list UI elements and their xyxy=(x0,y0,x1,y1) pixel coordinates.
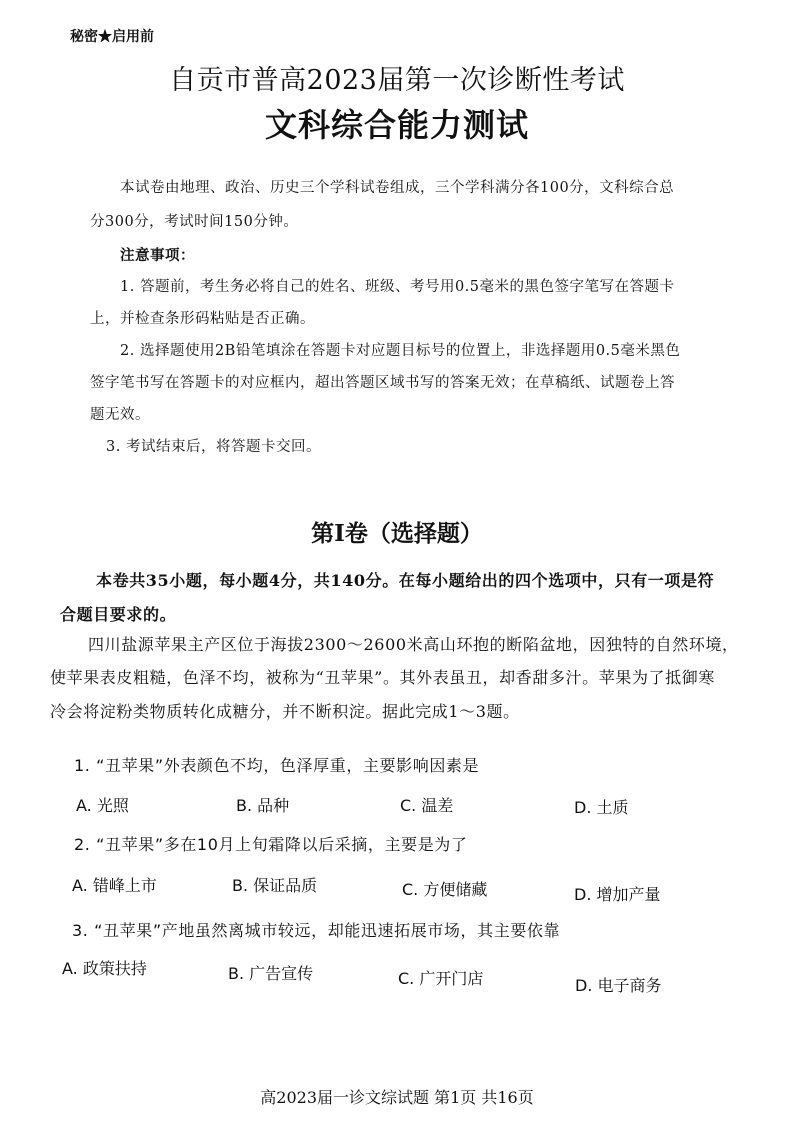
question-1-option-a: A. 光照 xyxy=(76,796,129,815)
question-3-stem: 3. “丑苹果”产地虽然离城市较远，却能迅速拓展市场，其主要依靠 xyxy=(72,921,561,940)
section-title: 第Ⅰ卷（选择题） xyxy=(311,520,483,547)
intro-line-2: 分300分，考试时间150分钟。 xyxy=(90,214,299,230)
exam-title: 自贡市普高2023届第一次诊断性考试 xyxy=(169,65,625,96)
question-3-option-c: C. 广开门店 xyxy=(398,969,484,988)
notice-item-1-line-2: 上，并检查条形码粘贴是否正确。 xyxy=(90,311,315,327)
question-2-stem: 2. “丑苹果”多在10月上旬霜降以后采摘，主要是为了 xyxy=(74,835,468,854)
passage-line-3: 冷会将淀粉类物质转化成糖分，并不断积淀。据此完成1～3题。 xyxy=(50,702,520,721)
notice-item-1-line-1: 1. 答题前，考生务必将自己的姓名、班级、考号用0.5毫米的黑色签字笔写在答题卡 xyxy=(120,279,675,295)
question-2-option-b: B. 保证品质 xyxy=(232,876,318,895)
notice-item-3: 3. 考试结束后，将答题卡交回。 xyxy=(106,439,321,455)
notice-heading: 注意事项： xyxy=(120,247,195,264)
subject-title: 文科综合能力测试 xyxy=(264,106,529,144)
secret-label: 秘密★启用前 xyxy=(70,29,154,45)
question-2-option-a: A. 错峰上市 xyxy=(72,876,157,895)
question-2-option-c: C. 方便储藏 xyxy=(402,880,488,899)
notice-item-2-line-1: 2. 选择题使用2B铅笔填涂在答题卡对应题目标号的位置上，非选择题用0.5毫米黑色 xyxy=(120,343,681,359)
question-1-option-d: D. 土质 xyxy=(574,798,629,817)
question-3-option-b: B. 广告宣传 xyxy=(228,964,314,983)
question-1-option-b: B. 品种 xyxy=(236,796,290,815)
question-3-option-d: D. 电子商务 xyxy=(575,976,662,995)
passage-line-1: 四川盐源苹果主产区位于海拔2300～2600米高山环抱的断陷盆地，因独特的自然环境， xyxy=(88,635,739,654)
notice-item-2-line-2: 签字笔书写在答题卡的对应框内，超出答题区域书写的答案无效；在草稿纸、试题卷上答 xyxy=(90,375,675,391)
section-desc-line-1: 本卷共35小题，每小题4分，共140分。在每小题给出的四个选项中，只有一项是符 xyxy=(96,571,715,590)
question-3-option-a: A. 政策扶持 xyxy=(62,959,147,978)
question-1-option-c: C. 温差 xyxy=(400,796,454,815)
question-2-option-d: D. 增加产量 xyxy=(574,885,661,904)
intro-line-1: 本试卷由地理、政治、历史三个学科试卷组成，三个学科满分各100分，文科综合总 xyxy=(120,180,675,196)
page-footer: 高2023届一诊文综试题 第1页 共16页 xyxy=(260,1088,534,1107)
section-desc-line-2: 合题目要求的。 xyxy=(60,605,177,624)
question-1-stem: 1. “丑苹果”外表颜色不均，色泽厚重，主要影响因素是 xyxy=(74,756,480,775)
notice-item-2-line-3: 题无效。 xyxy=(90,407,150,423)
passage-line-2: 使苹果表皮粗糙，色泽不均，被称为“丑苹果”。其外表虽丑，却香甜多汁。苹果为了抵御寒 xyxy=(50,668,715,687)
